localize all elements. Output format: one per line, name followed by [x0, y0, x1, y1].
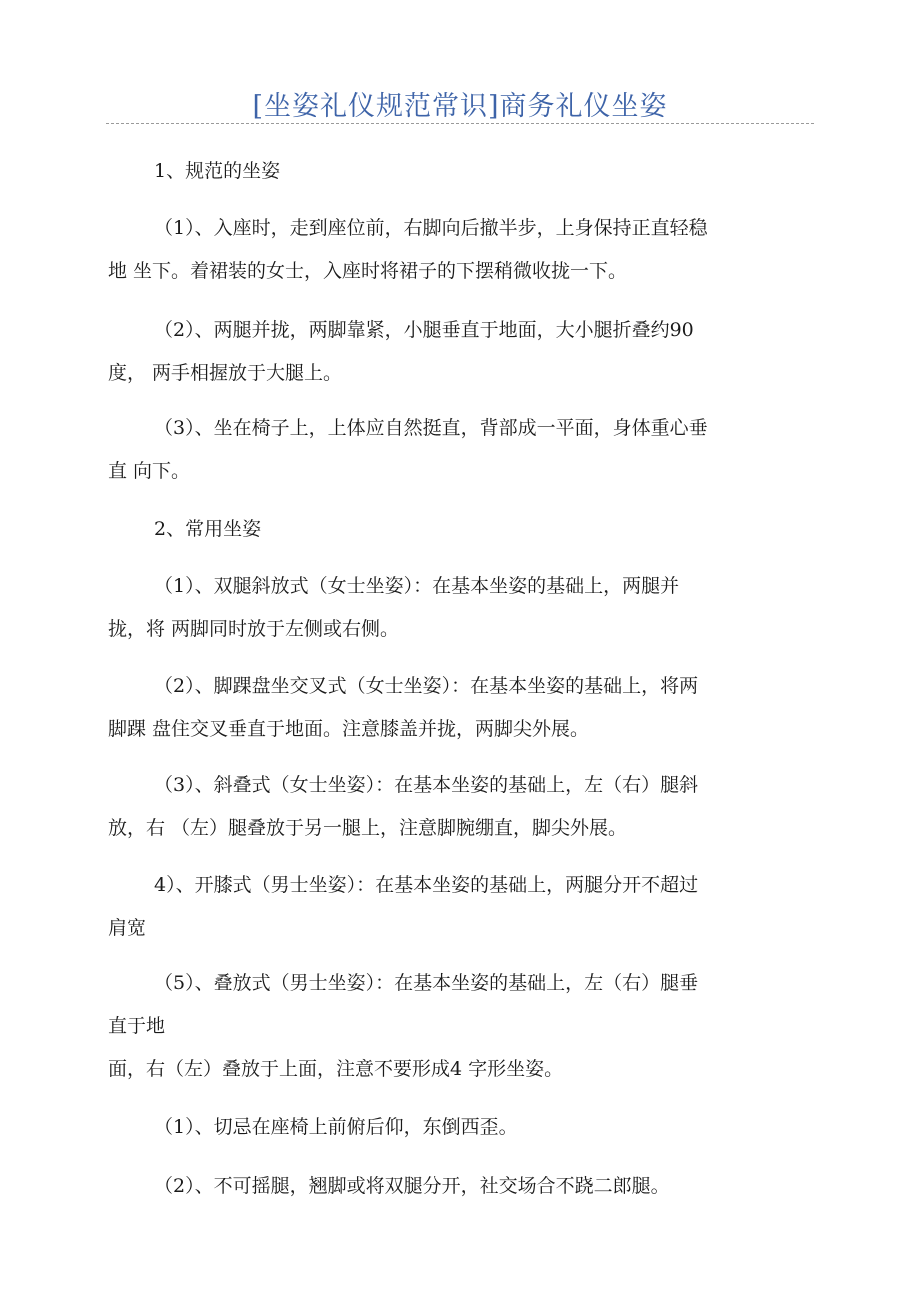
paragraph-line: 4）、开膝式（男士坐姿）：在基本坐姿的基础上，两腿分开不超过	[154, 874, 699, 896]
title-divider	[106, 123, 814, 124]
paragraph-2	[108, 207, 798, 293]
paragraph-11	[108, 1106, 798, 1149]
paragraph-line: 脚踝 盘住交叉垂直于地面。注意膝盖并拢，两脚尖外展。	[108, 718, 590, 740]
paragraph-line: （2）、不可摇腿，翘脚或将双腿分开，社交场合不跷二郎腿。	[154, 1175, 670, 1197]
paragraph-line: 2、常用坐姿	[154, 518, 262, 540]
paragraph-line: 1、规范的坐姿	[154, 160, 281, 182]
paragraph-line: （1）、双腿斜放式（女士坐姿）：在基本坐姿的基础上，两腿并	[154, 575, 680, 597]
paragraph-line: 地 坐下。着裙装的女士，入座时将裙子的下摆稍微收拢一下。	[108, 260, 628, 282]
paragraph-line: （5）、叠放式（男士坐姿）：在基本坐姿的基础上，左（右）腿垂	[154, 972, 699, 994]
paragraph-line: （1）、切忌在座椅上前俯后仰，东倒西歪。	[154, 1116, 518, 1138]
paragraph-line: 直于地	[108, 1015, 166, 1037]
paragraph-line: （3）、坐在椅子上，上体应自然挺直，背部成一平面，身体重心垂	[154, 417, 708, 439]
paragraph-line: （2）、两腿并拢，两脚靠紧，小腿垂直于地面，大小腿折叠约90	[154, 319, 694, 341]
paragraph-line: （2）、脚踝盘坐交叉式（女士坐姿）：在基本坐姿的基础上，将两	[154, 675, 699, 697]
paragraph-10	[108, 962, 798, 1091]
paragraph-12	[108, 1165, 798, 1208]
paragraph-line: 面，右（左）叠放于上面，注意不要形成4 字形坐姿。	[108, 1058, 564, 1080]
paragraph-line: 直 向下。	[108, 460, 191, 482]
paragraph-3	[108, 309, 798, 395]
paragraph-line: 肩宽	[108, 917, 147, 939]
paragraph-6	[108, 565, 798, 651]
paragraph-line: （3）、斜叠式（女士坐姿）：在基本坐姿的基础上，左（右）腿斜	[154, 774, 699, 796]
paragraph-1	[108, 150, 798, 193]
paragraph-line: 拢，将 两脚同时放于左侧或右侧。	[108, 618, 400, 640]
paragraph-4	[108, 407, 798, 493]
paragraph-line: 度， 两手相握放于大腿上。	[108, 362, 343, 384]
paragraph-9	[108, 864, 798, 950]
paragraph-7	[108, 665, 798, 751]
paragraph-5	[108, 508, 798, 551]
paragraph-8	[108, 764, 798, 850]
paragraph-line: 放，右 （左）腿叠放于另一腿上，注意脚腕绷直，脚尖外展。	[108, 817, 628, 839]
page-title: [坐姿礼仪规范常识]商务礼仪坐姿	[252, 91, 668, 122]
paragraph-line: （1）、入座时，走到座位前，右脚向后撤半步，上身保持正直轻稳	[154, 217, 708, 239]
